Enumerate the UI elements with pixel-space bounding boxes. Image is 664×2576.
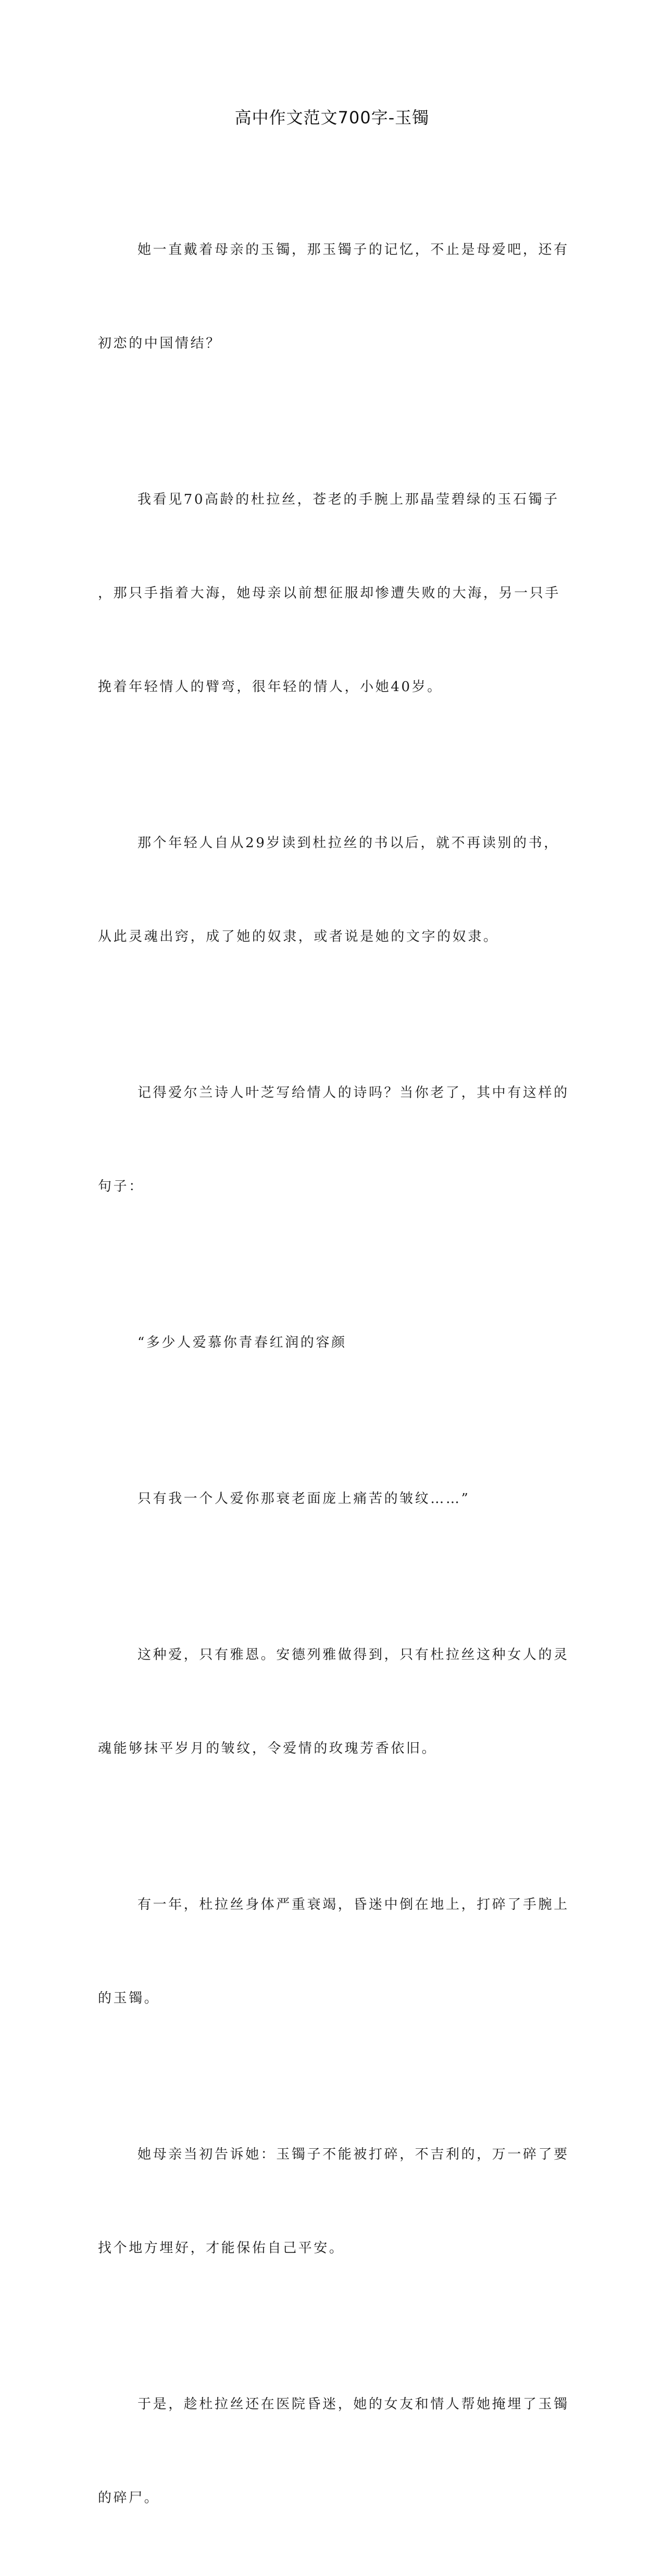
paragraph-line: 找个地方埋好，才能保佑自己平安。 bbox=[98, 2240, 345, 2256]
poem-line: “多少人爱慕你青春红润的容颜 bbox=[137, 1335, 347, 1350]
poem-line: 只有我一个人爱你那衰老面庞上痛苦的皱纹……” bbox=[137, 1491, 470, 1507]
paragraph-3 bbox=[98, 765, 561, 1015]
paragraph-line: 初恋的中国情结？ bbox=[98, 336, 221, 351]
document-body bbox=[98, 172, 569, 2576]
paragraph-line: 挽着年轻情人的臂弯，很年轻的情人，小她40岁。 bbox=[98, 679, 443, 695]
paragraph-6 bbox=[98, 1421, 561, 1577]
paragraph-line: 记得爱尔兰诗人叶芝写给情人的诗吗？当你老了，其中有这样的 bbox=[137, 1085, 569, 1101]
paragraph-line: 的碎尸。 bbox=[98, 2490, 160, 2506]
paragraph-10 bbox=[98, 2326, 569, 2576]
paragraph-4 bbox=[98, 1015, 569, 1265]
paragraph-line: 那个年轻人自从29岁读到杜拉丝的书以后，就不再读别的书， bbox=[137, 835, 559, 851]
paragraph-9 bbox=[98, 2076, 569, 2326]
paragraph-line: 我看见70高龄的杜拉丝，苍老的手腕上那晶莹碧绿的玉石镯子 bbox=[137, 492, 559, 507]
paragraph-line: 于是，趁杜拉丝还在医院昏迷，她的女友和情人帮她掩埋了玉镯 bbox=[137, 2396, 569, 2412]
paragraph-1 bbox=[98, 172, 569, 422]
document-title: 高中作文范文700字-玉镯 bbox=[234, 108, 430, 127]
paragraph-7 bbox=[98, 1577, 569, 1827]
paragraph-line: 从此灵魂出窍，成了她的奴隶，或者说是她的文字的奴隶。 bbox=[98, 929, 499, 945]
paragraph-5 bbox=[98, 1265, 561, 1421]
paragraph-line: 这种爱，只有雅恩。安德列雅做得到，只有杜拉丝这种女人的灵 bbox=[137, 1647, 569, 1663]
paragraph-line: 的玉镯。 bbox=[98, 1991, 160, 2006]
paragraph-line: 句子： bbox=[98, 1179, 144, 1194]
paragraph-line: 魂能够抹平岁月的皱纹，令爱情的玫瑰芳香依旧。 bbox=[98, 1741, 437, 1756]
paragraph-2 bbox=[98, 422, 561, 765]
paragraph-line: 她一直戴着母亲的玉镯，那玉镯子的记忆，不止是母爱吧，还有 bbox=[137, 242, 569, 258]
paragraph-line: 有一年，杜拉丝身体严重衰竭，昏迷中倒在地上，打碎了手腕上 bbox=[137, 1897, 569, 1912]
paragraph-line: ，那只手指着大海，她母亲以前想征服却惨遭失败的大海，另一只手 bbox=[98, 585, 561, 601]
paragraph-8 bbox=[98, 1827, 569, 2076]
paragraph-line: 她母亲当初告诉她：玉镯子不能被打碎，不吉利的，万一碎了要 bbox=[137, 2147, 569, 2162]
